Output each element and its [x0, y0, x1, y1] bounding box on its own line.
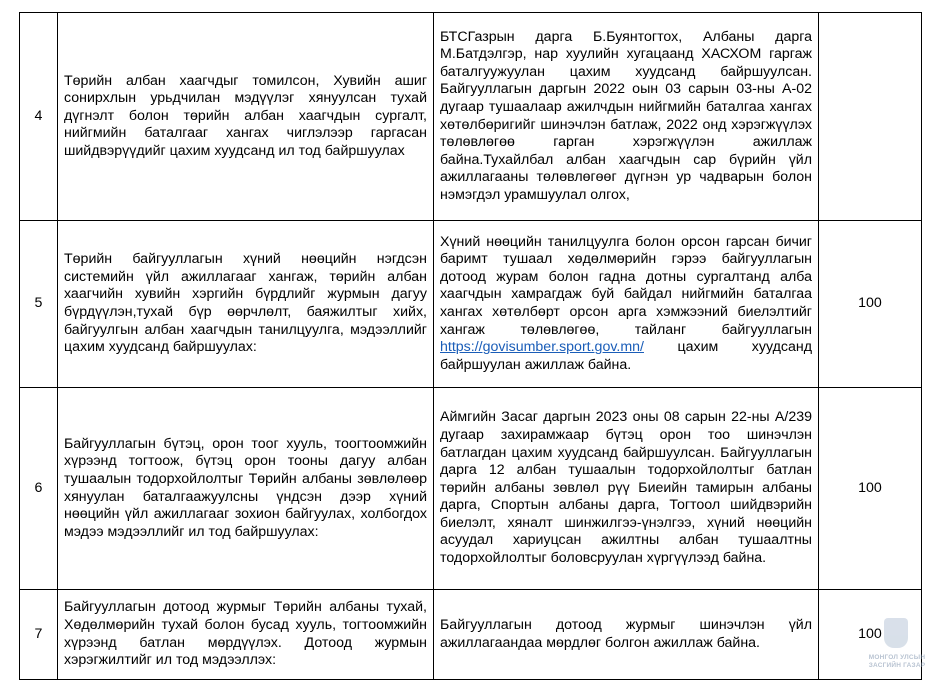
table-row [20, 388, 922, 590]
completion-percent: 100 [819, 221, 922, 388]
watermark-line-1: МОНГОЛ УЛСЫН [868, 654, 926, 661]
row-number: 7 [20, 590, 58, 680]
watermark-line-2: ЗАСГИЙН ГАЗАР [868, 662, 926, 669]
task-report [434, 221, 819, 388]
row-number: 4 [20, 13, 58, 221]
completion-percent [819, 13, 922, 221]
task-description: Байгууллагын бүтэц, орон тоог хууль, тоогтоомжийн хүрээнд тогтоож, бүтэц орон тооны дагуу албан тушаалын тодорхойлолтыг Төрийн албаны зөвлөлөөр хянуулан баталгаажуулсны үндсэн дээр хүний нөөцийн үйл ажиллагааг зохион байгуулах, холбогдох мэдээ мэдээллийг ил тод байршуулах: [58, 388, 434, 590]
plan-report-table [19, 12, 922, 680]
table-row [20, 221, 922, 388]
task-description: Төрийн байгууллагын хүний нөөцийн нэгдсэн системийн үйл ажиллагааг хангаж, төрийн албан хаагчийн хувийн хэргийн бүрдлийг журмын дагуу бүрдүүлэн,тухай бүр өөрчлөлт, баяжилтыг хийх, байгуулгын албан хаагчдын танилцуулга, мэдээллийг цахим хуудсанд байршуулах: [58, 221, 434, 388]
task-report: Аймгийн Засаг даргын 2023 оны 08 сарын 22-ны А/239 дугаар захирамжаар бүтэц орон тоо шинэчлэн батлагдан цахим хуудсанд байршуулсан. Байгууллагын дарга 12 албан тушаалын тодорхойлолтыг батлан төрийн албаны зөвлөл рүү Биеийн тамирын албаны дарга, Спортын албаны дарга, Тогтоол шийдвэрийн биелэлт, хяналт шинжилгээ-үнэлгээ, хүний нөөцийн асуудал хариуцсан ажилтны албан тушаалтны тодорхойлолтыг боловсруулан хүргүүлээд байна. [434, 388, 819, 590]
row-number: 5 [20, 221, 58, 388]
task-report: Байгууллагын дотоод журмыг шинэчлэн үйл ажиллагаандаа мөрдлөг болгон ажиллаж байна. [434, 590, 819, 680]
report-text: цахим хуудсанд байршуулан ажиллаж байна. [440, 339, 812, 373]
website-link[interactable]: https://govisumber.sport.gov.mn/ [440, 339, 644, 356]
soyombo-emblem-icon [884, 618, 908, 648]
completion-percent: 100 [819, 590, 922, 680]
report-text: Хүний нөөцийн танилцуулга болон орсон гарсан бичиг баримт тушаал хөдөлмөрийн гэрээ байгууллагын дотоод журам болон гадна дотны сургалтанд алба хаагчдын хамрагдаж буй байдал нийгмийн баталгаа хангах хөтөлбөрт орсон арга хэмжээний биелэлтийг хангаж төлөвлөгөө, тайланг байгууллагын [440, 233, 812, 338]
table-row [20, 590, 922, 680]
completion-percent: 100 [819, 388, 922, 590]
government-watermark [866, 618, 928, 682]
table-row [20, 13, 922, 221]
watermark-text [866, 654, 928, 670]
row-number: 6 [20, 388, 58, 590]
task-description: Төрийн албан хаагчдыг томилсон, Хувийн ашиг сонирхлын урьдчилан мэдүүлэг хянуулсан тухай дүгнэлт болон төрийн албан хаагчдын сургалт, нийгмийн баталгааг хангах чиглэлээр гаргасан шийдвэрүүдийг цахим хуудсанд ил тод байршуулах [58, 13, 434, 221]
task-description: Байгууллагын дотоод журмыг Төрийн албаны тухай, Хөдөлмөрийн тухай болон бусад хууль, тогтоомжийн хүрээнд батлан мөрдүүлэх. Дотоод журмын хэрэгжилтийг ил тод мэдээллэх: [58, 590, 434, 680]
task-report: БТСГазрын дарга Б.Буянтогтох, Албаны дарга М.Батдэлгэр, нар хуулийн хугацаанд ХАСХОМ гаргаж баталгуужуулан цахим хуудсанд байршуулсан. Байгууллагын даргын 2022 оын 03 сарын 03-ны А-02 дугаар тушаалаар ажилчдын нийгмийн баталгаа хангах хөтөлбөригийг шинэчлэн батлаж, 2022 онд хэрэгжүүлэх төлөвлөгөө гарган хэрэгжүүлэн ажиллаж байна.Тухайлбал албан хаагчдын сар бүрийн үйл ажиллагааны төлөвлөгөөг дүгнэн ур чадварын болон нэмэгдэл урамшуулал олгох, [434, 13, 819, 221]
